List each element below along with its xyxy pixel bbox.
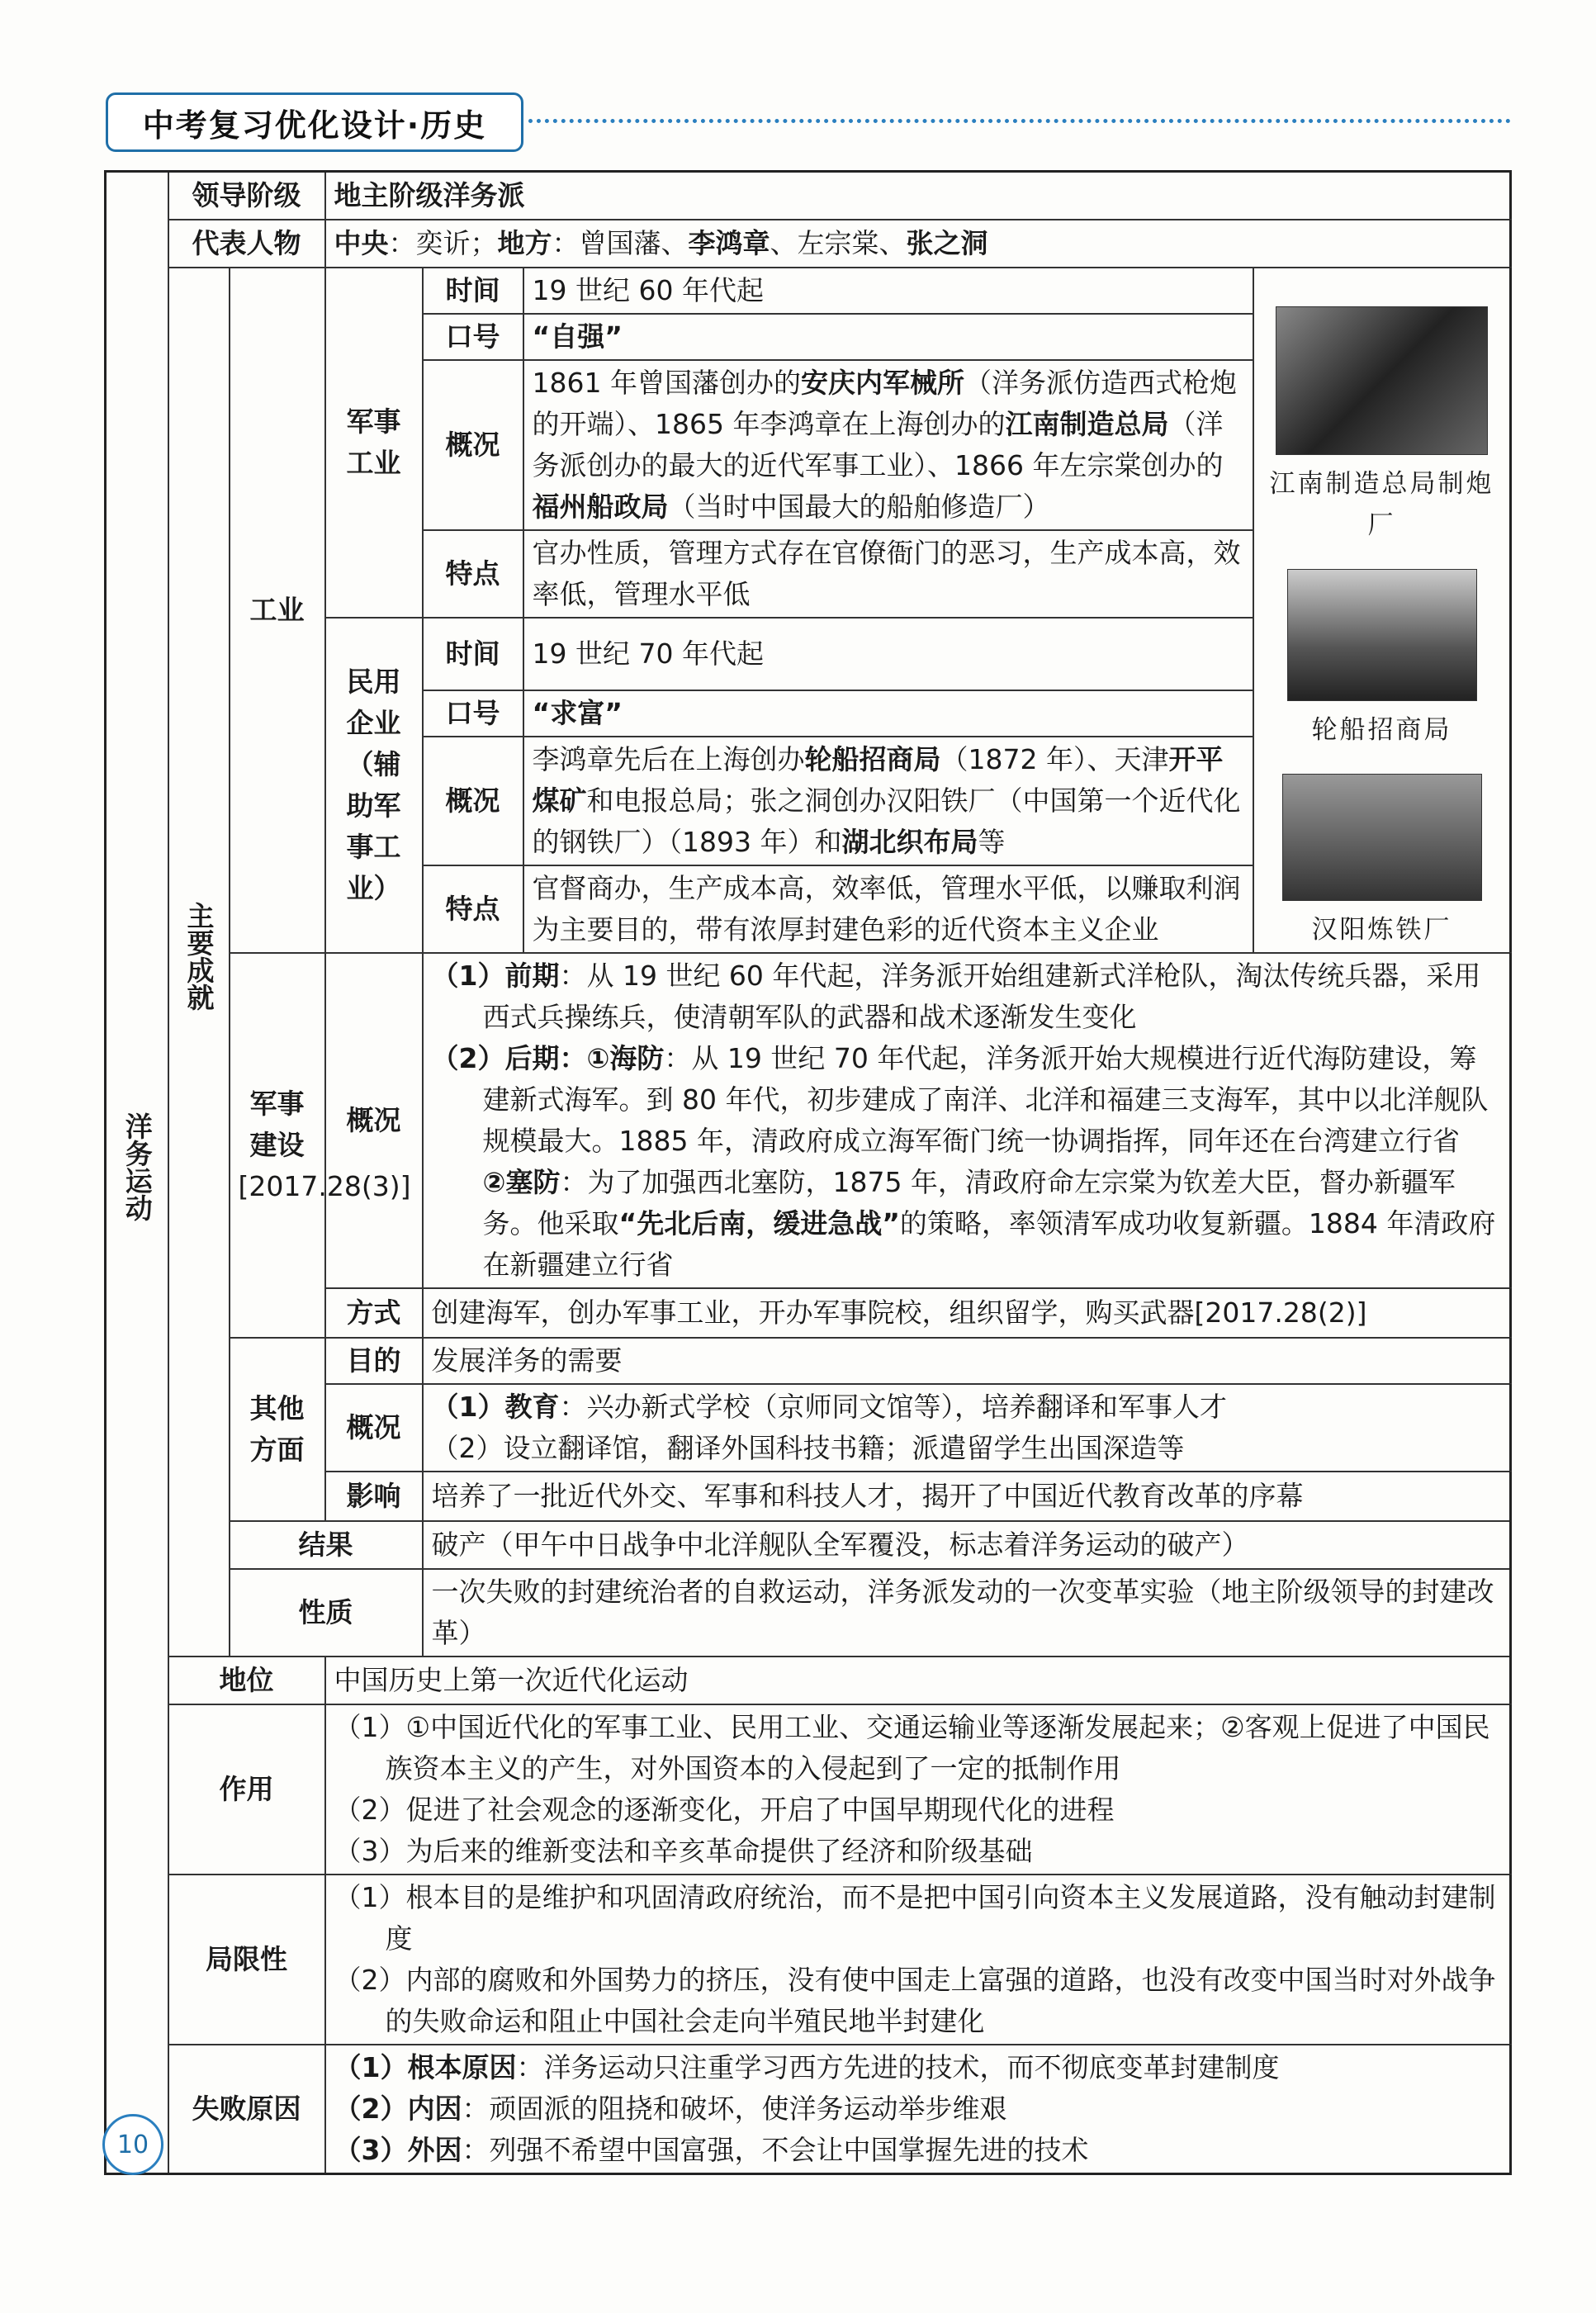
hanyang-ironworks-photo — [1282, 774, 1482, 901]
other-aspects-label: 其他方面 — [230, 1338, 325, 1521]
result-label: 结果 — [230, 1521, 423, 1569]
leader-value: 地主阶级洋务派 — [325, 172, 1511, 220]
military-slogan-label: 口号 — [423, 314, 523, 360]
military-overview-label: 概况 — [423, 360, 523, 530]
photo-column — [1253, 268, 1511, 953]
military-industry-label: 军事工业 — [325, 268, 423, 618]
leader-label: 领导阶级 — [168, 172, 325, 220]
military-feature-label: 特点 — [423, 530, 523, 618]
nature-value: 一次失败的封建统治者的自救运动，洋务派发动的一次变革实验（地主阶级领导的封建改革） — [423, 1569, 1511, 1657]
photo-caption-3: 汉阳炼铁厂 — [1311, 914, 1452, 945]
civil-enterprise-label: 民用企业（辅助军事工业） — [325, 618, 423, 953]
photo-caption-2: 轮船招商局 — [1311, 714, 1452, 745]
figures-value: 中央：奕䜣；地方：曾国藩、李鸿章、左宗棠、张之洞 — [325, 220, 1511, 268]
failure-label: 失败原因 — [168, 2045, 325, 2174]
topic-label: 洋务运动 — [106, 172, 168, 2174]
other-overview-label: 概况 — [325, 1384, 423, 1472]
military-build-overview: （1）前期：从 19 世纪 60 年代起，洋务派开始组建新式洋枪队，淘汰传统兵器，采用西式兵操练兵，使清朝军队的武器和战术逐渐发生变化 （2）后期：①海防：从 19 世纪 70 年代起，洋务派开始大规模进行近代海防建设，筹建新式海军。到 80 年代，初步建成了南洋、北洋和福建三支海军，其中以北洋舰队规模最大。1885 年，清政府成立海军衙门统一协调指挥，同年还在台湾建立行省 ②塞防：为了加强西北塞防，1875 年，清政府命左宗棠为钦差大臣，督办新疆军务。他采取“先北后南，缓进急战”的策略，率领清军成功收复新疆。1884 年清政府在新疆建立行省 — [423, 953, 1511, 1288]
other-impact: 培养了一批近代外交、军事和科技人才，揭开了中国近代教育改革的序幕 — [423, 1472, 1511, 1521]
status-value: 中国历史上第一次近代化运动 — [325, 1657, 1511, 1704]
achievements-label: 主要成就 — [168, 268, 230, 1657]
nature-label: 性质 — [230, 1569, 423, 1657]
page-number: 10 — [102, 2114, 163, 2175]
military-build-overview-label: 概况 — [325, 953, 423, 1288]
other-goal: 发展洋务的需要 — [423, 1338, 1511, 1384]
military-overview: 1861 年曾国藩创办的安庆内军械所（洋务派仿造西式枪炮的开端）、1865 年李鸿章在上海创办的江南制造总局（洋务派创办的最大的近代军事工业）、1866 年左宗棠创办的福州船政局（当时中国最大的船舶修造厂） — [523, 360, 1253, 530]
photo-caption-1: 江南制造总局制炮厂 — [1269, 468, 1494, 540]
jiangnan-factory-photo — [1276, 306, 1488, 455]
industry-label: 工业 — [230, 268, 325, 953]
figures-label: 代表人物 — [168, 220, 325, 268]
military-time-label: 时间 — [423, 268, 523, 314]
civil-feature-label: 特点 — [423, 865, 523, 953]
limits-value: （1）根本目的是维护和巩固清政府统治，而不是把中国引向资本主义发展道路，没有触动封建制度 （2）内部的腐败和外国势力的挤压，没有使中国走上富强的道路，也没有改变中国当时对外战争的失败命运和阻止中国社会走向半殖民地半封建化 — [325, 1875, 1511, 2045]
civil-time-label: 时间 — [423, 618, 523, 690]
effect-label: 作用 — [168, 1704, 325, 1875]
effect-value: （1）①中国近代化的军事工业、民用工业、交通运输业等逐渐发展起来；②客观上促进了中国民族资本主义的产生，对外国资本的入侵起到了一定的抵制作用 （2）促进了社会观念的逐渐变化，开启了中国早期现代化的进程 （3）为后来的维新变法和辛亥革命提供了经济和阶级基础 — [325, 1704, 1511, 1875]
page-header-title: 中考复习优化设计·历史 — [106, 92, 523, 152]
status-label: 地位 — [168, 1657, 325, 1704]
military-build-method: 创建海军，创办军事工业，开办军事院校，组织留学，购买武器[2017.28(2)] — [423, 1288, 1511, 1338]
civil-slogan-label: 口号 — [423, 690, 523, 737]
header-dotted-rule — [528, 119, 1511, 123]
military-slogan: “自强” — [523, 314, 1253, 360]
civil-feature: 官督商办，生产成本高，效率低，管理水平低，以赚取利润为主要目的，带有浓厚封建色彩的近代资本主义企业 — [523, 865, 1253, 953]
other-goal-label: 目的 — [325, 1338, 423, 1384]
limits-label: 局限性 — [168, 1875, 325, 2045]
other-overview: （1）教育：兴办新式学校（京师同文馆等），培养翻译和军事人才 （2）设立翻译馆，翻译外国科技书籍；派遣留学生出国深造等 — [423, 1384, 1511, 1472]
result-value: 破产（甲午中日战争中北洋舰队全军覆没，标志着洋务运动的破产） — [423, 1521, 1511, 1569]
steamship-bureau-photo — [1287, 569, 1477, 701]
civil-overview: 李鸿章先后在上海创办轮船招商局（1872 年）、天津开平煤矿和电报总局；张之洞创办汉阳铁厂（中国第一个近代化的钢铁厂）（1893 年）和湖北织布局等 — [523, 737, 1253, 865]
failure-value: （1）根本原因：洋务运动只注重学习西方先进的技术，而不彻底变革封建制度 （2）内因：顽固派的阻挠和破坏，使洋务运动举步维艰 （3）外因：列强不希望中国富强，不会让中国掌握先进的技术 — [325, 2045, 1511, 2174]
military-build-label: 军事建设 [2017.28(3)] — [230, 953, 325, 1338]
civil-slogan: “求富” — [523, 690, 1253, 737]
military-feature: 官办性质，管理方式存在官僚衙门的恶习，生产成本高，效率低，管理水平低 — [523, 530, 1253, 618]
summary-table — [104, 170, 1512, 2175]
civil-overview-label: 概况 — [423, 737, 523, 865]
military-build-method-label: 方式 — [325, 1288, 423, 1338]
other-impact-label: 影响 — [325, 1472, 423, 1521]
civil-time: 19 世纪 70 年代起 — [523, 618, 1253, 690]
military-time: 19 世纪 60 年代起 — [523, 268, 1253, 314]
